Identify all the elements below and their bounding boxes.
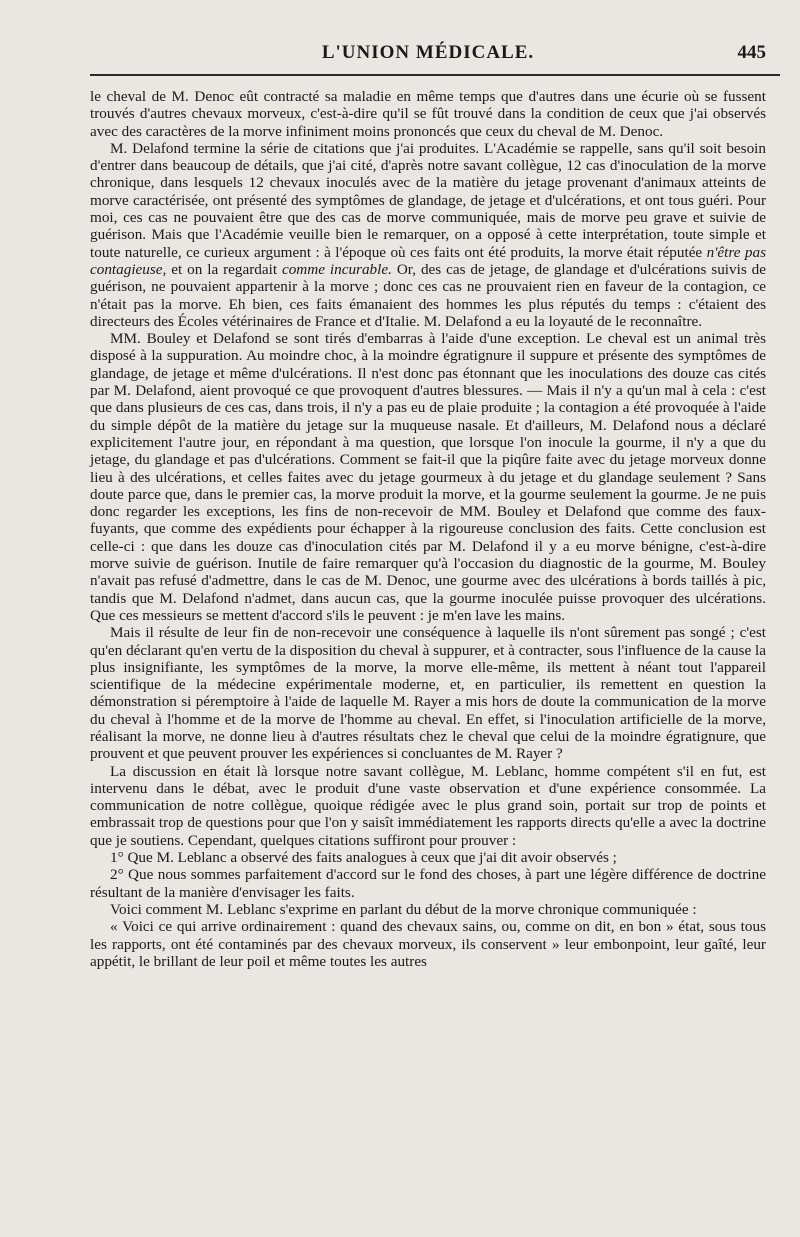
block-quote: « Voici ce qui arrive ordinairement : quand des chevaux sains, ou, comme on dit, en bon » état, sous tous les rapports, ont été contaminés par des chevaux morveux, ils conservent » leur embonpoint, leur gaîté, leur appétit, le brillant de leur poil et même toutes les autres bbox=[90, 918, 766, 970]
paragraph: MM. Bouley et Delafond se sont tirés d'embarras à l'aide d'une exception. Le cheval est un animal très disposé à la suppuration. Au moindre choc, à la moindre égratignure il suppure et présente des symptômes de glandage, de jetage et même d'ulcérations. Il n'est donc pas étonnant que les inoculations des douze cas cités par M. Delafond, aient provoqué ce que provoquent d'autres blessures. — Mais il n'y a qu'un mal à cela : c'est que dans plusieurs de ces cas, dans trois, il n'y a pas eu de plaie produite ; la contagion a été provoquée à l'aide du simple dépôt de la matière du jetage sur la muqueuse nasale. Et d'ailleurs, M. Delafond nous a déclaré explicitement l'autre jour, en répondant à ma question, que lorsque l'on inocule la gourme, il n'y a que du jetage, du glandage et pas d'ulcérations. Comment se fait-il que la piqûre faite avec du jetage morveux donne lieu à des ulcérations, et celles faites avec du jetage gourmeux à du jetage et du glandage seulement ? Sans doute parce que, dans le premier cas, la morve produit la morve, et la gourme seulement la gourme. Je ne puis donc regarder les exceptions, les fins de non-recevoir de MM. Bouley et Delafond que comme des faux-fuyants, que comme des expédients pour échapper à la rigoureuse conclusion des faits. Cette conclusion est celle-ci : que dans les douze cas d'inoculation cités par M. Delafond il y a eu morve bénigne, c'est-à-dire morve suivie de guérison. Inutile de faire remarquer qu'à l'occasion du diagnostic de la gourme, M. Bouley n'avait pas refusé d'admettre, dans le cas de M. Denoc, une gourme avec des ulcérations à bords taillés à pic, tandis que M. Delafond n'admet, dans aucun cas, que la gourme inoculée puisse provoquer des ulcérations. Que ces messieurs se mettent d'accord s'ils le peuvent : je m'en lave les mains. bbox=[90, 330, 766, 624]
paragraph-text: M. Delafond termine la série de citations que j'ai produites. L'Académie se rappelle, sans qu'il soit besoin d'entrer dans beaucoup de détails, que j'ai cité, d'après notre savant collègue, 12 cas d'inoculation de la morve chronique, dans lesquels 12 chevaux inoculés avec de la matière du jetage provenant d'animaux atteints de morve caractérisée, ont présenté des symptômes de glandage, de jetage et d'ulcérations, et ont tous guéri. Pour moi, ces cas ne pouvaient être que des cas de morve communiquée, mais de morve peu grave et suivie de guérison. Mais que l'Académie veuille bien le remarquer, on a opposé à cette interprétation, toute simple et toute naturelle, ce curieux argument : à l'époque où ces faits ont été produits, la morve était réputée bbox=[90, 139, 766, 261]
emphasis-text: comme incurable. bbox=[281, 260, 392, 278]
emphasis-text: n'être pas contagieuse, bbox=[90, 243, 766, 278]
paragraph-text: et on la regardait bbox=[166, 260, 282, 278]
header-rule bbox=[90, 74, 780, 76]
paragraph: Mais il résulte de leur fin de non-recevoir une conséquence à laquelle ils n'ont sûrement pas songé ; c'est qu'en déclarant qu'en vertu de la disposition du cheval à suppurer, et à contracter, sous l'influence de la cause la plus insignifiante, les symptômes de la morve, la morve elle-même, ils mettent à néant tout l'appareil scientifique de la médecine expérimentale moderne, et, en particulier, ils remettent en question la démonstration si péremptoire à l'aide de laquelle M. Rayer a mis hors de doute la communication de la morve du cheval à l'homme et de la morve de l'homme au cheval. En effet, si l'inoculation artificielle de la morve, réalisant la morve, ne donne lieu à d'autres résultats chez le cheval que celui de la moindre égratignure, que prouvent et que peuvent prouver les expériences si concluantes de M. Rayer ? bbox=[90, 624, 766, 763]
list-item: 1° Que M. Leblanc a observé des faits analogues à ceux que j'ai dit avoir observés ; bbox=[110, 849, 617, 867]
running-title: L'UNION MÉDICALE. bbox=[321, 42, 535, 63]
paragraph-text: Or, des cas de jetage, de glandage et d'ulcérations suivis de guérison, ne pouvaient appartenir à la morve ; donc ces cas ne prouvaient rien en faveur de la contagion, ce n'était pas la morve. Eh bien, ces faits émanaient des hommes les plus réputés du temps : c'étaient des directeurs des Écoles vétérinaires de France et d'Italie. M. Delafond a eu la loyauté de le reconnaître. bbox=[90, 260, 766, 330]
paragraph bbox=[90, 140, 766, 330]
body-text bbox=[90, 88, 766, 970]
page-number: 445 bbox=[737, 42, 766, 63]
paragraph: La discussion en était là lorsque notre savant collègue, M. Leblanc, homme compétent s'il en fut, est intervenu dans le débat, avec le produit d'une vaste observation et d'une expérience consommée. La communication de notre collègue, quoique rédigée avec le plus grand soin, portait sur trop de points et embrassait trop de questions pour que l'on y saisît immédiatement les rapports directs qu'elle a avec la doctrine que je soutiens. Cependant, quelques citations suffiront pour prouver : bbox=[90, 762, 766, 849]
page-header bbox=[90, 42, 766, 72]
paragraph: Voici comment M. Leblanc s'exprime en parlant du début de la morve chronique communiquée : bbox=[110, 900, 697, 918]
paragraph: le cheval de M. Denoc eût contracté sa maladie en même temps que d'autres dans une écurie où se fussent trouvés d'autres chevaux morveux, c'est-à-dire qu'il se fût trouvé dans la condition de ceux que j'ai observés avec des caractères de la morve infiniment moins prononcés que ceux du cheval de M. Denoc. bbox=[90, 88, 766, 140]
list-item: 2° Que nous sommes parfaitement d'accord sur le fond des choses, à part une légère différence de doctrine résultant de la manière d'envisager les faits. bbox=[90, 866, 766, 901]
